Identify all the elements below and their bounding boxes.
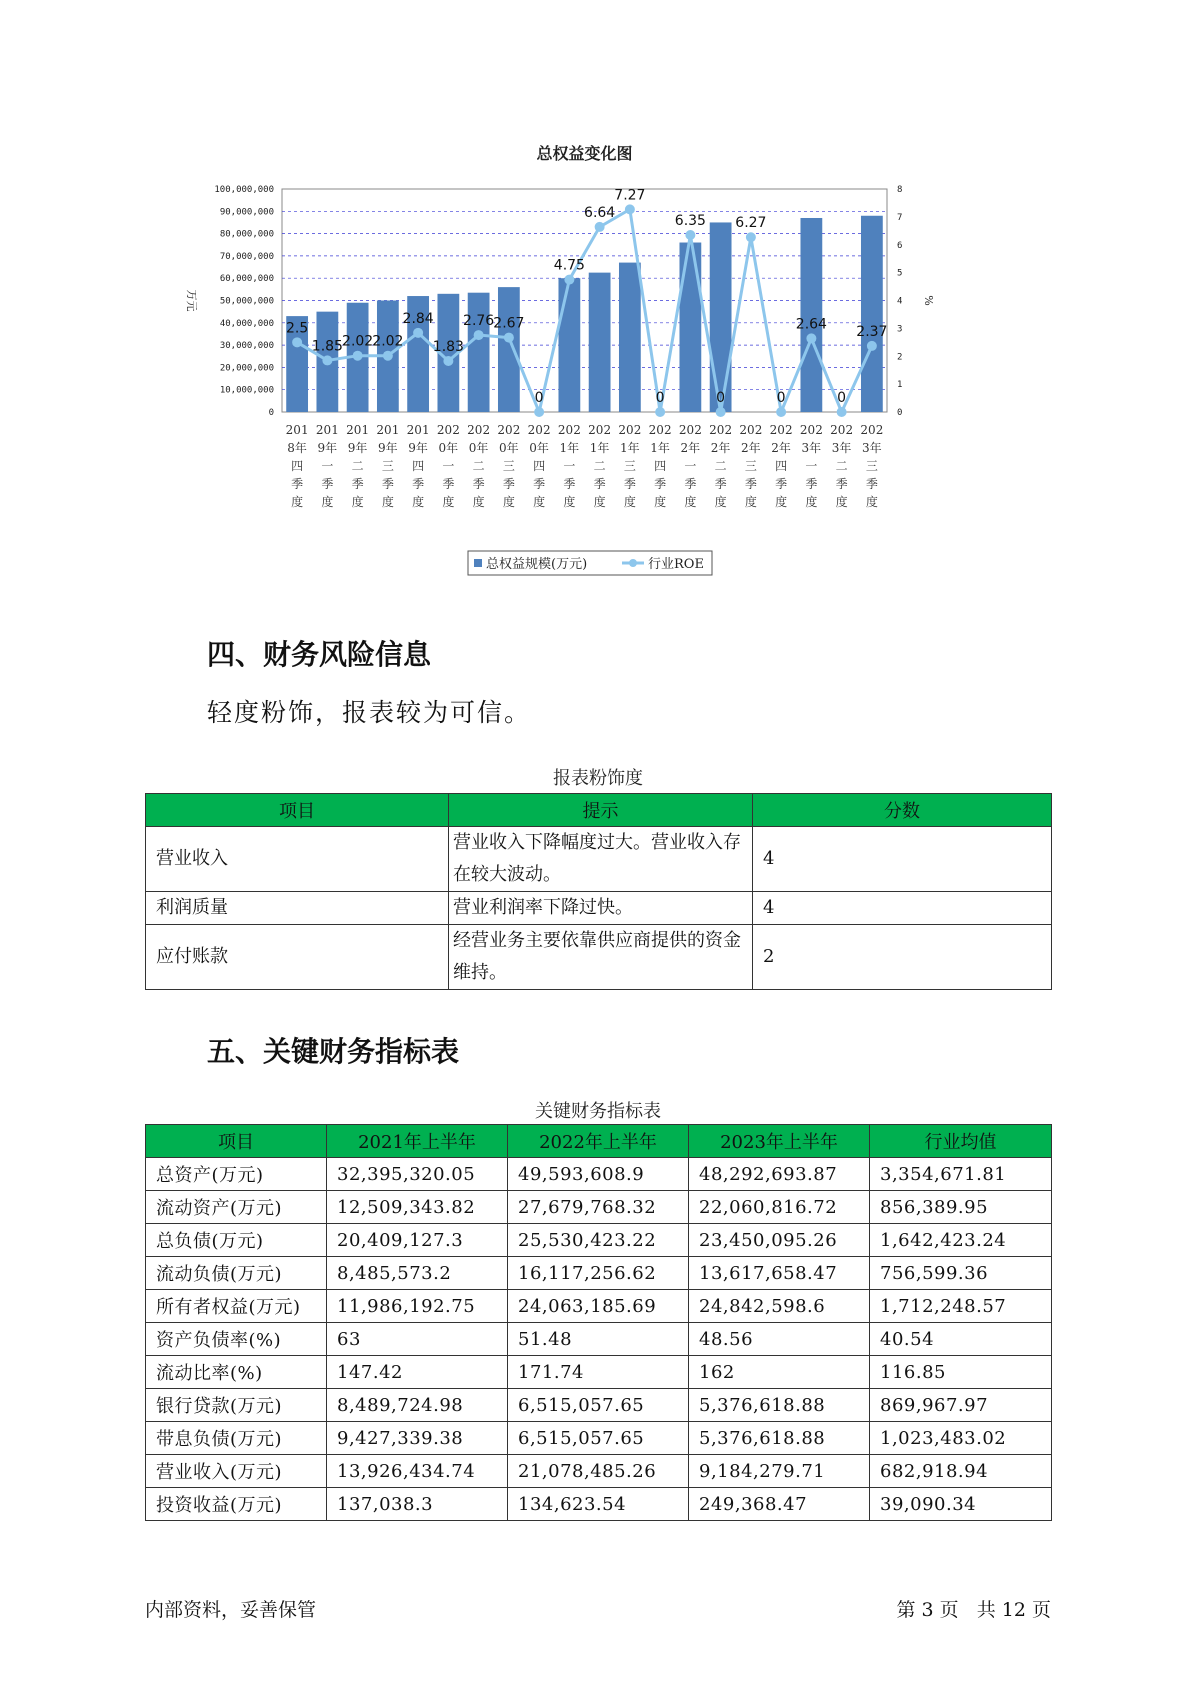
- table-row: [146, 1389, 1052, 1422]
- equity-bar: [468, 293, 490, 412]
- legend-bar-label: 总权益规模(万元): [486, 557, 588, 572]
- kpi-industry-cell: 856,389.95: [870, 1191, 1052, 1224]
- kpi-header-2022h1: 2022年上半年: [508, 1125, 689, 1158]
- kpi-2021-cell: 8,489,724.98: [327, 1389, 508, 1422]
- kpi-2022-cell: 25,530,423.22: [508, 1224, 689, 1257]
- kpi-industry-cell: 1,642,423.24: [870, 1224, 1052, 1257]
- kpi-item-cell: 流动负债(万元): [146, 1257, 327, 1290]
- kpi-industry-cell: 756,599.36: [870, 1257, 1052, 1290]
- x-tick-label: 202 2年一季度: [678, 423, 702, 509]
- risk-table-caption: 报表粉饰度: [553, 768, 643, 789]
- risk-header-score: 分数: [753, 794, 1052, 827]
- legend-line-label: 行业ROE: [648, 557, 704, 572]
- kpi-2021-cell: 147.42: [327, 1356, 508, 1389]
- y-tick-label: 100,000,000: [214, 185, 274, 195]
- risk-score-cell: 4: [753, 892, 1052, 925]
- roe-data-label: 6.35: [674, 212, 706, 229]
- risk-score-cell: 2: [753, 925, 1052, 990]
- equity-bar: [679, 243, 701, 412]
- kpi-item-cell: 带息负债(万元): [146, 1422, 327, 1455]
- kpi-industry-cell: 116.85: [870, 1356, 1052, 1389]
- roe-data-label: 2.67: [493, 315, 525, 332]
- y-tick-label: 0: [268, 408, 274, 418]
- y2-tick-label: 5: [897, 268, 903, 279]
- x-tick-label: 202 0年三季度: [497, 423, 521, 509]
- roe-point: [837, 407, 847, 417]
- x-tick-label: 201 9年二季度: [346, 423, 370, 509]
- table-row: [146, 1323, 1052, 1356]
- kpi-item-cell: 投资收益(万元): [146, 1488, 327, 1521]
- equity-bar: [558, 278, 580, 412]
- risk-header-item: 项目: [146, 794, 449, 827]
- roe-point: [776, 407, 786, 417]
- legend-bar-swatch: [474, 559, 482, 567]
- kpi-table-header-row: [146, 1125, 1052, 1158]
- risk-heading: 四、财务风险信息: [207, 638, 432, 671]
- y2-tick-label: 8: [897, 185, 903, 195]
- equity-bar: [589, 273, 611, 412]
- roe-point: [746, 232, 756, 242]
- y-tick-label: 60,000,000: [219, 274, 274, 285]
- x-tick-label: 202 0年四季度: [527, 423, 551, 509]
- y2-tick-label: 3: [897, 324, 903, 335]
- kpi-2021-cell: 11,986,192.75: [327, 1290, 508, 1323]
- kpi-item-cell: 流动比率(%): [146, 1356, 327, 1389]
- kpi-2022-cell: 16,117,256.62: [508, 1257, 689, 1290]
- kpi-2023-cell: 23,450,095.26: [689, 1224, 870, 1257]
- x-tick-label: 202 1年三季度: [618, 423, 642, 509]
- roe-point: [625, 204, 635, 214]
- y2-tick-label: 0: [897, 408, 903, 418]
- kpi-2023-cell: 48,292,693.87: [689, 1158, 870, 1191]
- roe-point: [383, 351, 393, 361]
- equity-bar: [619, 263, 641, 412]
- y-tick-label: 70,000,000: [219, 251, 274, 262]
- y2-tick-label: 1: [897, 380, 903, 391]
- kpi-industry-cell: 3,354,671.81: [870, 1158, 1052, 1191]
- kpi-item-cell: 资产负债率(%): [146, 1323, 327, 1356]
- roe-data-label: 1.83: [432, 338, 464, 355]
- y-tick-label: 40,000,000: [219, 318, 274, 329]
- table-row: [146, 1191, 1052, 1224]
- legend-line-marker: [629, 559, 637, 567]
- kpi-2021-cell: 20,409,127.3: [327, 1224, 508, 1257]
- roe-data-label: 1.85: [311, 338, 343, 355]
- roe-point: [655, 407, 665, 417]
- table-row: [146, 1422, 1052, 1455]
- roe-point: [534, 407, 544, 417]
- chart-title: 总权益变化图: [536, 144, 633, 163]
- kpi-industry-cell: 869,967.97: [870, 1389, 1052, 1422]
- risk-tip-cell: 营业利润率下降过快。: [449, 892, 753, 925]
- kpi-2021-cell: 137,038.3: [327, 1488, 508, 1521]
- y-tick-label: 90,000,000: [219, 207, 274, 218]
- kpi-item-cell: 总负债(万元): [146, 1224, 327, 1257]
- kpi-industry-cell: 1,712,248.57: [870, 1290, 1052, 1323]
- kpi-2023-cell: 13,617,658.47: [689, 1257, 870, 1290]
- table-row: [146, 827, 1052, 892]
- roe-point: [806, 333, 816, 343]
- x-tick-label: 202 3年二季度: [830, 423, 854, 509]
- kpi-2022-cell: 171.74: [508, 1356, 689, 1389]
- kpi-table: [145, 1124, 1052, 1521]
- risk-table-header-row: [146, 794, 1052, 827]
- table-row: [146, 1158, 1052, 1191]
- x-tick-label: 201 9年四季度: [406, 423, 430, 509]
- kpi-2023-cell: 22,060,816.72: [689, 1191, 870, 1224]
- roe-data-label: 7.27: [614, 187, 646, 204]
- y2-tick-label: 4: [897, 296, 903, 307]
- roe-data-label: 0: [655, 390, 665, 406]
- roe-point: [716, 407, 726, 417]
- roe-data-label: 6.27: [735, 215, 767, 232]
- roe-data-label: 2.64: [795, 316, 827, 333]
- risk-tip-cell: 营业收入下降幅度过大。营业收入存在较大波动。: [449, 827, 753, 892]
- equity-chart: [160, 135, 960, 595]
- risk-header-tip: 提示: [449, 794, 753, 827]
- kpi-item-cell: 银行贷款(万元): [146, 1389, 327, 1422]
- x-tick-label: 202 1年二季度: [588, 423, 612, 509]
- equity-bar: [800, 218, 822, 412]
- kpi-2022-cell: 49,593,608.9: [508, 1158, 689, 1191]
- kpi-2021-cell: 9,427,339.38: [327, 1422, 508, 1455]
- kpi-2022-cell: 134,623.54: [508, 1488, 689, 1521]
- kpi-2023-cell: 48.56: [689, 1323, 870, 1356]
- x-tick-label: 202 2年二季度: [709, 423, 733, 509]
- x-tick-label: 202 2年四季度: [769, 423, 793, 509]
- risk-item-cell: 应付账款: [146, 925, 449, 990]
- x-tick-label: 202 3年三季度: [860, 423, 884, 509]
- x-tick-label: 202 0年一季度: [436, 423, 460, 509]
- y-tick-label: 10,000,000: [219, 385, 274, 396]
- roe-data-label: 0: [534, 390, 544, 406]
- x-tick-label: 202 3年一季度: [799, 423, 823, 509]
- x-tick-label: 201 8年四季度: [285, 423, 309, 509]
- table-row: [146, 1455, 1052, 1488]
- kpi-2023-cell: 5,376,618.88: [689, 1389, 870, 1422]
- x-tick-label: 202 2年三季度: [739, 423, 763, 509]
- kpi-2021-cell: 63: [327, 1323, 508, 1356]
- kpi-item-cell: 营业收入(万元): [146, 1455, 327, 1488]
- kpi-item-cell: 所有者权益(万元): [146, 1290, 327, 1323]
- kpi-2022-cell: 6,515,057.65: [508, 1389, 689, 1422]
- roe-data-label: 2.84: [402, 310, 434, 327]
- roe-point: [685, 230, 695, 240]
- roe-point: [322, 355, 332, 365]
- risk-summary-text: 轻度粉饰，报表较为可信。: [207, 698, 532, 727]
- kpi-table-caption: 关键财务指标表: [535, 1101, 661, 1122]
- x-tick-label: 202 1年一季度: [557, 423, 581, 509]
- y-tick-label: 20,000,000: [219, 363, 274, 374]
- roe-point: [595, 222, 605, 232]
- kpi-2022-cell: 27,679,768.32: [508, 1191, 689, 1224]
- table-row: [146, 1257, 1052, 1290]
- equity-bar: [861, 216, 883, 412]
- table-row: [146, 1488, 1052, 1521]
- equity-bar: [710, 222, 732, 412]
- kpi-2021-cell: 13,926,434.74: [327, 1455, 508, 1488]
- kpi-header-industry-avg: 行业均值: [870, 1125, 1052, 1158]
- kpi-industry-cell: 682,918.94: [870, 1455, 1052, 1488]
- x-tick-label: 202 1年四季度: [648, 423, 672, 509]
- table-row: [146, 925, 1052, 990]
- table-row: [146, 892, 1052, 925]
- roe-point: [564, 275, 574, 285]
- kpi-2023-cell: 249,368.47: [689, 1488, 870, 1521]
- risk-item-cell: 利润质量: [146, 892, 449, 925]
- kpi-2023-cell: 5,376,618.88: [689, 1422, 870, 1455]
- roe-data-label: 0: [837, 390, 847, 406]
- equity-chart-svg: [160, 135, 960, 595]
- y-tick-label: 50,000,000: [219, 296, 274, 307]
- y-tick-label: 30,000,000: [219, 341, 274, 352]
- roe-data-label: 2.02: [372, 333, 404, 350]
- kpi-2022-cell: 24,063,185.69: [508, 1290, 689, 1323]
- kpi-industry-cell: 40.54: [870, 1323, 1052, 1356]
- y2-tick-label: 2: [897, 352, 903, 363]
- y-tick-label: 80,000,000: [219, 229, 274, 240]
- kpi-2022-cell: 6,515,057.65: [508, 1422, 689, 1455]
- roe-data-label: 4.75: [553, 257, 585, 274]
- roe-data-label: 2.76: [463, 313, 495, 330]
- roe-point: [443, 356, 453, 366]
- roe-data-label: 2.37: [856, 323, 888, 340]
- kpi-2022-cell: 51.48: [508, 1323, 689, 1356]
- kpi-industry-cell: 1,023,483.02: [870, 1422, 1052, 1455]
- table-row: [146, 1356, 1052, 1389]
- y2-axis-label: %: [922, 295, 935, 306]
- roe-point: [413, 328, 423, 338]
- roe-point: [474, 330, 484, 340]
- roe-point: [867, 341, 877, 351]
- footer-page-number: 第 3 页 共 12 页: [896, 1599, 1051, 1621]
- roe-data-label: 0: [716, 390, 726, 406]
- table-row: [146, 1224, 1052, 1257]
- table-row: [146, 1290, 1052, 1323]
- kpi-2023-cell: 9,184,279.71: [689, 1455, 870, 1488]
- kpi-header-item: 项目: [146, 1125, 327, 1158]
- roe-point: [292, 337, 302, 347]
- kpi-2023-cell: 24,842,598.6: [689, 1290, 870, 1323]
- roe-data-label: 2.5: [285, 320, 309, 337]
- kpi-2022-cell: 21,078,485.26: [508, 1455, 689, 1488]
- kpi-item-cell: 总资产(万元): [146, 1158, 327, 1191]
- y2-tick-label: 6: [897, 240, 903, 251]
- kpi-header-2021h1: 2021年上半年: [327, 1125, 508, 1158]
- y-axis-label: 万元: [185, 289, 198, 312]
- roe-point: [353, 351, 363, 361]
- kpi-header-2023h1: 2023年上半年: [689, 1125, 870, 1158]
- kpi-2021-cell: 32,395,320.05: [327, 1158, 508, 1191]
- roe-data-label: 0: [776, 390, 786, 406]
- x-tick-label: 201 9年三季度: [376, 423, 400, 509]
- risk-table: [145, 793, 1052, 990]
- x-tick-label: 201 9年一季度: [315, 423, 339, 509]
- kpi-item-cell: 流动资产(万元): [146, 1191, 327, 1224]
- risk-tip-cell: 经营业务主要依靠供应商提供的资金维持。: [449, 925, 753, 990]
- footer-confidential-note: 内部资料，妥善保管: [145, 1599, 317, 1621]
- x-tick-label: 202 0年二季度: [467, 423, 491, 509]
- roe-data-label: 6.64: [584, 204, 616, 221]
- kpi-2023-cell: 162: [689, 1356, 870, 1389]
- roe-point: [504, 333, 514, 343]
- risk-item-cell: 营业收入: [146, 827, 449, 892]
- equity-bar: [498, 287, 520, 412]
- y2-tick-label: 7: [897, 212, 903, 223]
- roe-data-label: 2.02: [342, 333, 374, 350]
- kpi-2021-cell: 8,485,573.2: [327, 1257, 508, 1290]
- kpi-heading: 五、关键财务指标表: [207, 1035, 460, 1068]
- risk-score-cell: 4: [753, 827, 1052, 892]
- kpi-2021-cell: 12,509,343.82: [327, 1191, 508, 1224]
- kpi-industry-cell: 39,090.34: [870, 1488, 1052, 1521]
